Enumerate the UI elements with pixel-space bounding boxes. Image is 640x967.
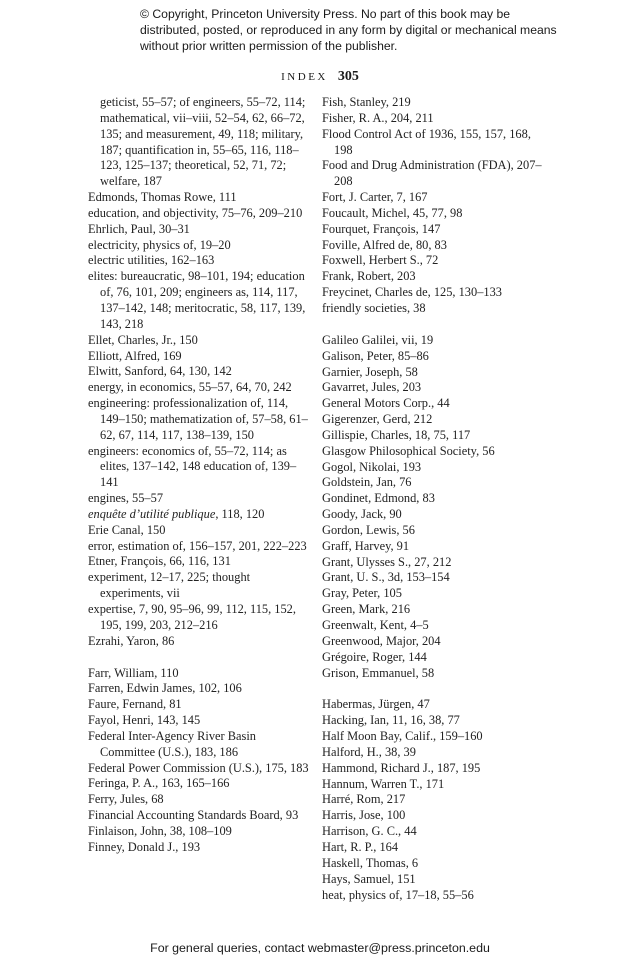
index-entry: enquête d’utilité publique, 118, 120 [88, 506, 265, 521]
index-entry: Ferry, Jules, 68 [88, 792, 164, 807]
running-head [0, 67, 640, 85]
index-entry: Gondinet, Edmond, 83 [322, 491, 435, 506]
index-entry: Grant, Ulysses S., 27, 212 [322, 554, 452, 569]
index-entry: Habermas, Jürgen, 47 [322, 697, 430, 712]
index-entry: error, estimation of, 156–157, 201, 222–223 [88, 538, 307, 553]
index-entry: engineers: economics of, 55–72, 114; as elites, 137–142, 148 education of, 139–141 [88, 443, 297, 490]
index-entry: Grégoire, Roger, 144 [322, 649, 427, 664]
index-entry: Faure, Fernand, 81 [88, 697, 182, 712]
index-entry: elites: bureaucratic, 98–101, 194; education of, 76, 101, 209; engineers as, 114, 117, 137–142, 148; meritocratic, 58, 117, 139, 143, 218 [88, 269, 306, 331]
index-entry: expertise, 7, 90, 95–96, 99, 112, 115, 152, 195, 199, 203, 212–216 [88, 602, 296, 632]
index-entry: Financial Accounting Standards Board, 93 [88, 808, 299, 823]
index-entry: Galileo Galilei, vii, 19 [322, 332, 434, 347]
index-entry: Green, Mark, 216 [322, 602, 411, 617]
index-entry: Federal Power Commission (U.S.), 175, 183 [88, 760, 309, 775]
copyright-notice: © Copyright, Princeton University Press. No part of this book may be distributed, posted, or reproduced in any form by digital or mechanical means without prior written permission of the publisher. [140, 7, 557, 53]
index-entry: education, and objectivity, 75–76, 209–210 [88, 205, 303, 220]
index-entry: Gillispie, Charles, 18, 75, 117 [322, 427, 471, 442]
index-entry: Farren, Edwin James, 102, 106 [88, 681, 242, 696]
index-entry: Grant, U. S., 3d, 153–154 [322, 570, 450, 585]
index-entry: Fayol, Henri, 143, 145 [88, 713, 201, 728]
index-column-right [322, 95, 544, 903]
index-entry: Federal Inter-Agency River Basin Committee (U.S.), 183, 186 [88, 728, 256, 759]
index-entry: Hannum, Warren T., 171 [322, 776, 445, 791]
index-entry: Freycinet, Charles de, 125, 130–133 [322, 285, 502, 300]
index-entry: Harrison, G. C., 44 [322, 824, 417, 839]
index-entry: Gray, Peter, 105 [322, 586, 402, 601]
index-entry: General Motors Corp., 44 [322, 396, 450, 411]
index-entry: Half Moon Bay, Calif., 159–160 [322, 729, 483, 744]
index-entry: Halford, H., 38, 39 [322, 744, 416, 759]
index-entry: Elliott, Alfred, 169 [88, 348, 182, 363]
index-entry: energy, in economics, 55–57, 64, 70, 242 [88, 380, 292, 395]
index-entry: Gavarret, Jules, 203 [322, 380, 422, 395]
index-entry: Gordon, Lewis, 56 [322, 522, 415, 537]
index-entry: Frank, Robert, 203 [322, 269, 416, 284]
index-entry: Hays, Samuel, 151 [322, 871, 416, 886]
index-entry: Finlaison, John, 38, 108–109 [88, 823, 232, 838]
index-entry: electricity, physics of, 19–20 [88, 237, 231, 252]
index-entry: Garnier, Joseph, 58 [322, 364, 418, 379]
index-entry: experiment, 12–17, 225; thought experiments, vii [88, 570, 251, 601]
index-entry: Farr, William, 110 [88, 665, 179, 680]
index-entry: Harris, Jose, 100 [322, 808, 406, 823]
index-entry: Fourquet, François, 147 [322, 221, 441, 236]
index-entry: heat, physics of, 17–18, 55–56 [322, 887, 474, 902]
index-entry: Glasgow Philosophical Society, 56 [322, 443, 495, 458]
index-entry: Erie Canal, 150 [88, 522, 166, 537]
index-entry: Fisher, R. A., 204, 211 [322, 110, 434, 125]
index-entry: Goody, Jack, 90 [322, 507, 402, 522]
index-entry: Foucault, Michel, 45, 77, 98 [322, 205, 463, 220]
index-entry: Graff, Harvey, 91 [322, 538, 410, 553]
index-entry: Food and Drug Administration (FDA), 207–208 [322, 158, 542, 189]
index-entry: Greenwood, Major, 204 [322, 633, 441, 648]
index-entry: electric utilities, 162–163 [88, 253, 215, 268]
index-entry: Haskell, Thomas, 6 [322, 855, 419, 870]
index-entry: Feringa, P. A., 163, 165–166 [88, 776, 230, 791]
index-entry: Finney, Donald J., 193 [88, 839, 201, 854]
index-entry: Ehrlich, Paul, 30–31 [88, 221, 190, 236]
index-entry: Foxwell, Herbert S., 72 [322, 253, 439, 268]
index-entry: Edmonds, Thomas Rowe, 111 [88, 190, 237, 205]
index-entry: Gogol, Nikolai, 193 [322, 459, 422, 474]
index-entry: Hacking, Ian, 11, 16, 38, 77 [322, 713, 460, 728]
index-column-left [88, 95, 314, 856]
running-head-label: INDEX [281, 71, 328, 83]
index-entry: geticist, 55–57; of engineers, 55–72, 114; mathematical, vii–viii, 52–54, 62, 66–72, 135; and measurement, 49, 118; military, 187; quantification in, 55–65, 116, 118–123, 125–137; theoretical, 52, 71, 72; welfare, 187 [100, 95, 306, 189]
index-entry: Gigerenzer, Gerd, 212 [322, 412, 433, 427]
page-number: 305 [337, 69, 359, 84]
index-entry: Flood Control Act of 1936, 155, 157, 168, 198 [322, 126, 531, 157]
index-entry: Ezrahi, Yaron, 86 [88, 633, 175, 648]
index-entry: Ellet, Charles, Jr., 150 [88, 332, 198, 347]
index-entry: Grison, Emmanuel, 58 [322, 665, 435, 680]
index-entry: Foville, Alfred de, 80, 83 [322, 237, 447, 252]
index-entry: Hammond, Richard J., 187, 195 [322, 760, 481, 775]
index-entry: engines, 55–57 [88, 491, 164, 506]
index-entry: Galison, Peter, 85–86 [322, 348, 429, 363]
index-entry: Hart, R. P., 164 [322, 839, 399, 854]
index-entry: Fish, Stanley, 219 [322, 95, 411, 109]
index-entry: Etner, François, 66, 116, 131 [88, 554, 231, 569]
index-entry: Goldstein, Jan, 76 [322, 475, 412, 490]
index-entry: Greenwalt, Kent, 4–5 [322, 618, 429, 632]
index-entry: Elwitt, Sanford, 64, 130, 142 [88, 364, 232, 379]
index-entry: engineering: professionalization of, 114, 149–150; mathematization of, 57–58, 61–62, 67, 114, 117, 138–139, 150 [88, 396, 308, 442]
index-entry-italic-term: enquête d’utilité publique [88, 506, 216, 521]
index-entry: Fort, J. Carter, 7, 167 [322, 190, 428, 205]
index-entry: friendly societies, 38 [322, 300, 426, 315]
footer-contact: For general queries, contact webmaster@press.princeton.edu [150, 941, 490, 955]
index-entry: Harré, Rom, 217 [322, 792, 406, 807]
